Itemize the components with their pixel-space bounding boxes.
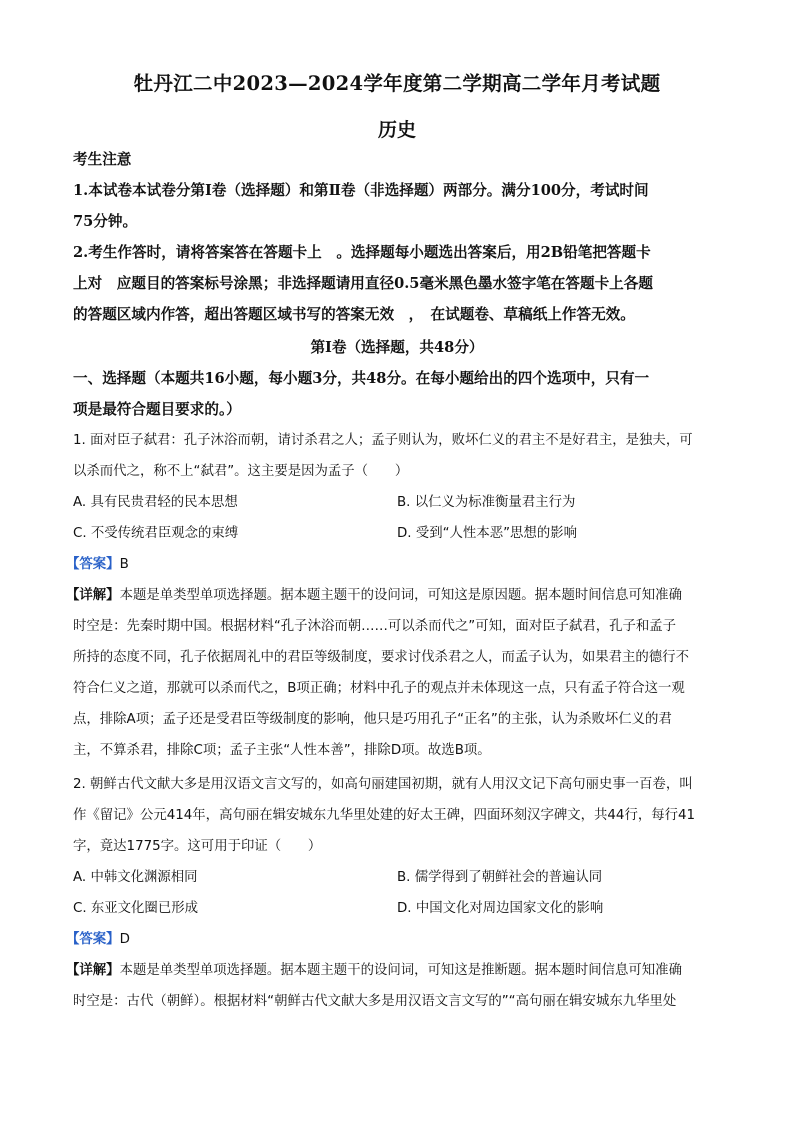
option-b: B. 以仁义为标准衡量君主行为 — [397, 495, 576, 510]
answer-value: B — [119, 557, 129, 572]
question-stem: 1. 面对臣子弑君：孔子沐浴而朝，请讨杀君之人；孟子则认为，败坏仁义的君主不是好君主，是独夫，可 — [73, 433, 693, 448]
detail-text: 符合仁义之道，那就可以杀而代之，B项正确；材料中孔子的观点并未体现这一点，只有孟子符合这一观 — [73, 681, 685, 696]
notice-heading: 考生注意 — [73, 151, 132, 168]
detail-text: 时空是：先秦时期中国。根据材料“孔子沐浴而朝……可以杀而代之”可知，面对臣子弑君，孔子和孟子 — [73, 619, 677, 634]
answer-value: D — [119, 932, 130, 947]
notice-line: 75分钟。 — [73, 213, 138, 230]
detail-label: 【详解】 — [66, 588, 120, 603]
option-b: B. 儒学得到了朝鲜社会的普遍认同 — [397, 870, 603, 885]
detail-text: 所持的态度不同，孔子依据周礼中的君臣等级制度，要求讨伐杀君之人，而孟子认为，如果君主的德行不 — [73, 650, 689, 665]
question-stem: 以杀而代之，称不上“弑君”。这主要是因为孟子（ ） — [73, 464, 409, 479]
detail-text: 本题是单类型单项选择题。据本题主题干的设问词，可知这是原因题。据本题时间信息可知准确 — [119, 588, 682, 603]
section-instructions: 项是最符合题目要求的。） — [73, 401, 241, 418]
exam-title: 牡丹江二中2023—2024学年度第二学期高二学年月考试题 — [133, 72, 661, 95]
section-instructions: 一、选择题（本题共16小题，每小题3分，共48分。在每小题给出的四个选项中，只有一 — [73, 370, 650, 387]
notice-line: 2.考生作答时，请将答案答在答题卡上 。选择题每小题选出答案后，用2B铅笔把答题卡 — [73, 244, 651, 261]
option-d: D. 中国文化对周边国家文化的影响 — [397, 901, 604, 916]
answer-line — [66, 556, 716, 574]
option-d: D. 受到“人性本恶”思想的影响 — [397, 526, 577, 541]
detail-line — [66, 962, 716, 980]
notice-line: 上对 应题目的答案标号涂黑；非选择题请用直径0.5毫米黑色墨水签字笔在答题卡上各题 — [73, 275, 653, 292]
notice-line: 1.本试卷本试卷分第Ⅰ卷（选择题）和第Ⅱ卷（非选择题）两部分。满分100分，考试时间 — [73, 182, 649, 199]
detail-text: 主，不算杀君，排除C项；孟子主张“人性本善”，排除D项。故选B项。 — [73, 743, 491, 758]
answer-label: 【答案】 — [66, 557, 120, 572]
option-a: A. 中韩文化渊源相同 — [73, 870, 198, 885]
option-c: C. 不受传统君臣观念的束缚 — [73, 526, 239, 541]
question-stem: 字，竟达1775字。这可用于印证（ ） — [73, 839, 322, 854]
answer-label: 【答案】 — [66, 932, 120, 947]
option-c: C. 东亚文化圈已形成 — [73, 901, 198, 916]
detail-line — [66, 587, 716, 605]
answer-line — [66, 931, 716, 949]
detail-text: 本题是单类型单项选择题。据本题主题干的设问词，可知这是推断题。据本题时间信息可知准确 — [119, 963, 682, 978]
detail-text: 点，排除A项；孟子还是受君臣等级制度的影响，他只是巧用孔子“正名”的主张，认为杀败坏仁义的君 — [73, 712, 672, 727]
question-stem: 2. 朝鲜古代文献大多是用汉语文言文写的，如高句丽建国初期，就有人用汉文记下高句丽史事一百卷，叫 — [73, 777, 693, 792]
section-title: 第Ⅰ卷（选择题，共48分） — [310, 339, 484, 356]
question-stem: 作《留记》公元414年，高句丽在辑安城东九华里处建的好太王碑，四面环刻汉字碑文，共44行，每行41 — [73, 808, 696, 823]
option-a: A. 具有民贵君轻的民本思想 — [73, 495, 238, 510]
detail-label: 【详解】 — [66, 963, 120, 978]
notice-line: 的答题区域内作答，超出答题区域书写的答案无效 ， 在试题卷、草稿纸上作答无效。 — [73, 306, 635, 323]
subject-title: 历史 — [377, 119, 416, 141]
detail-text: 时空是：古代（朝鲜）。根据材料“朝鲜古代文献大多是用汉语文言文写的”“高句丽在辑安城东九华里处 — [73, 994, 677, 1009]
